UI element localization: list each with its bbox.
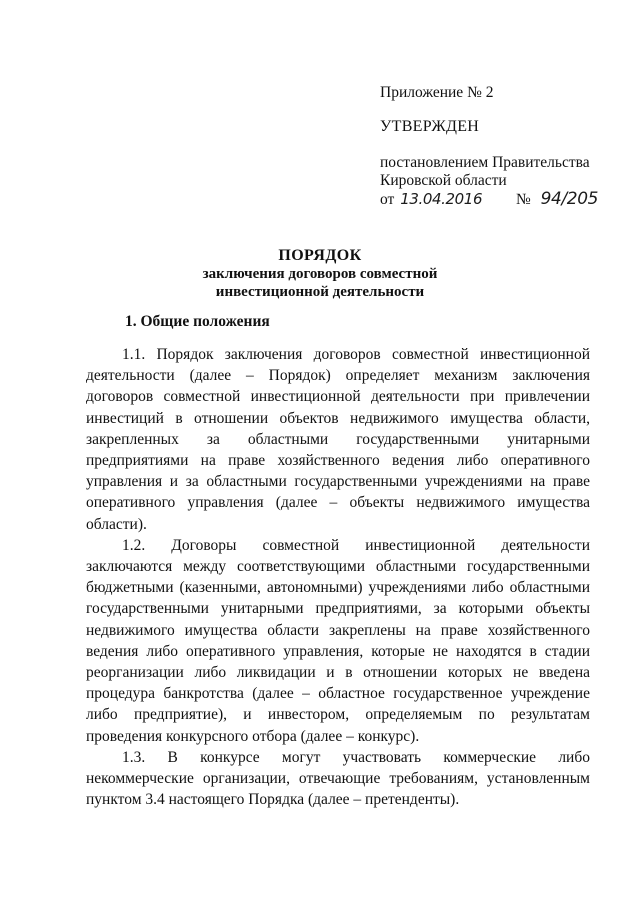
document-body	[86, 344, 590, 810]
approved-label: УТВЕРЖДЕН	[380, 118, 480, 135]
approval-block	[380, 84, 620, 209]
number-prefix: №	[515, 191, 531, 208]
decree-line-2: Кировской области	[380, 172, 507, 189]
paragraph-1-2: 1.2. Договоры совместной инвестиционной деятельности заключаются между соответствующими областными государственными бюджетными (казенными, автономными) учреждениями либо областными государственными унитарными предприятиями, за которыми объекты недвижимого имущества области закреплены на праве хозяйственного ведения либо оперативного управления, которые не находятся в стадии реорганизации либо ликвидации и в отношении которых не введена процедура банкротства (далее – областное государственное учреждение либо предприятие), и инвестором, определяемым по результатам проведения конкурсного отбора (далее – конкурс).	[86, 536, 590, 745]
document-title: ПОРЯДОК	[278, 247, 362, 264]
handwritten-number: 94/205	[540, 189, 599, 209]
handwritten-date: 13.04.2016	[400, 190, 483, 208]
document-title-block	[120, 247, 520, 301]
paragraph-1-1: 1.1. Порядок заключения договоров совместной инвестиционной деятельности (далее – Порядок) определяет механизм заключения договоров совместной инвестиционной деятельности при привлечении инвестиций в отношении объектов недвижимого имущества области, закрепленных за областными государственными унитарными предприятиями на праве хозяйственного ведения либо оперативного управления и за областными государственными учреждениями на праве оперативного управления (далее – объекты недвижимого имущества области).	[86, 346, 590, 533]
document-subtitle-line-2: инвестиционной деятельности	[215, 284, 425, 300]
annex-label: Приложение № 2	[380, 84, 494, 101]
section-heading: 1. Общие положения	[125, 313, 270, 330]
paragraph-1-3: 1.3. В конкурсе могут участвовать коммерческие либо некоммерческие организации, отвечающие требованиям, установленным пунктом 3.4 настоящего Порядка (далее – претенденты).	[86, 748, 590, 809]
date-prefix: от	[380, 191, 395, 208]
decree-date-number-line	[380, 190, 620, 209]
document-subtitle-line-1: заключения договоров совместной	[202, 266, 438, 282]
decree-line-1: постановлением Правительства	[380, 154, 590, 171]
